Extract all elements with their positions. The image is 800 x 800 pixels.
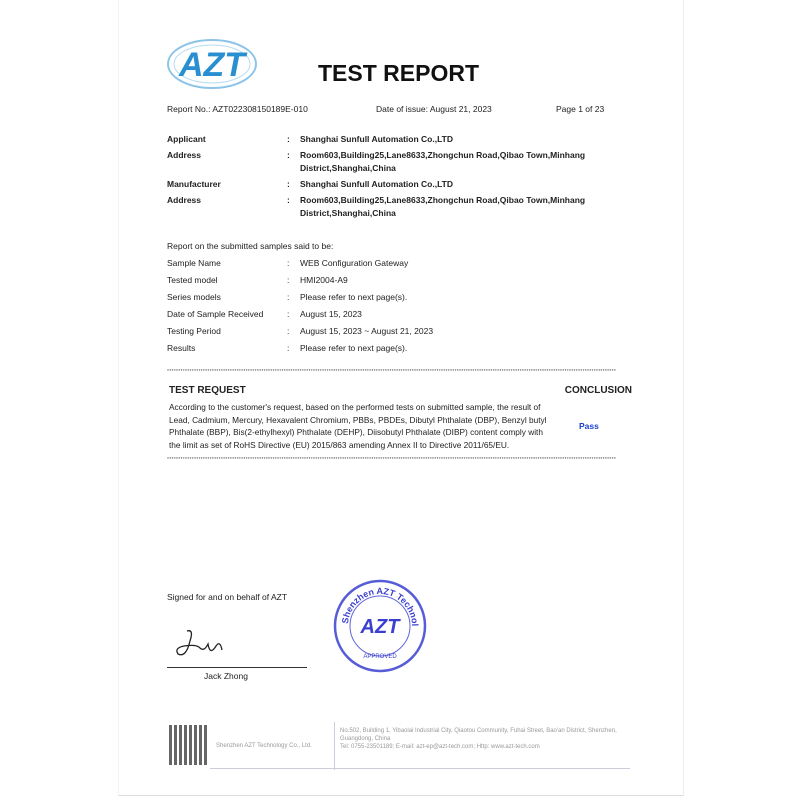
- series-models-label: Series models: [167, 292, 221, 302]
- svg-text:Shenzhen AZT Technology Co., L: Shenzhen AZT Technol: [340, 585, 421, 627]
- colon: :: [287, 179, 290, 189]
- conclusion-heading: CONCLUSION: [564, 385, 632, 396]
- manufacturer-address-label: Address: [167, 195, 202, 205]
- footer-contact-block: [340, 727, 640, 751]
- test-request-heading: TEST REQUEST: [169, 385, 246, 396]
- applicant-value: Shanghai Sunfull Automation Co.,LTD: [300, 134, 453, 144]
- colon: :: [287, 134, 290, 144]
- approved-stamp: [330, 578, 430, 678]
- issue-date: Date of issue: August 21, 2023: [376, 104, 492, 114]
- colon: :: [287, 343, 290, 353]
- footer-company: Shenzhen AZT Technology Co., Ltd.: [216, 743, 312, 749]
- sample-name-label: Sample Name: [167, 258, 221, 268]
- testing-period-label: Testing Period: [167, 326, 221, 336]
- azt-logo: [165, 36, 260, 96]
- colon: :: [287, 195, 290, 205]
- signature-line: [167, 667, 307, 668]
- tested-model-label: Tested model: [167, 275, 218, 285]
- svg-text:AZT: AZT: [178, 46, 246, 84]
- colon: :: [287, 275, 290, 285]
- applicant-address-value: Room603,Building25,Lane8633,Zhongchun Road,Qibao Town,Minhang District,Shanghai,China: [300, 150, 586, 173]
- report-title: TEST REPORT: [318, 60, 480, 86]
- report-number: Report No.: AZT022308150189E-010: [167, 104, 308, 114]
- manufacturer-label: Manufacturer: [167, 179, 221, 189]
- signer-name: Jack Zhong: [204, 671, 248, 681]
- applicant-address-label: Address: [167, 150, 202, 160]
- applicant-label: Applicant: [167, 134, 206, 144]
- report-body: [167, 133, 632, 463]
- footer-rule: [210, 768, 630, 769]
- date-received-label: Date of Sample Received: [167, 309, 264, 319]
- test-request-row: [169, 401, 632, 451]
- colon: :: [287, 258, 290, 268]
- samples-intro: Report on the submitted samples said to be:: [167, 241, 334, 251]
- samples-table: [167, 257, 632, 355]
- divider: ********************************************************************************************************************************************************************************************************: [167, 369, 617, 375]
- footer-divider: [334, 722, 335, 770]
- test-request-header: [169, 384, 632, 397]
- qr-code: [169, 725, 209, 765]
- test-request-text: According to the customer's request, based on the performed tests on submitted sample, the result of Lead, Cadmium, Mercury, Hexavalent Chromium, PBBs, PBDEs, Dibutyl Phthalate (DBP), Benzyl butyl Phthalate (BBP), Bis(2-ethylhexyl) Phthalate (DEHP), Diisobutyl Phthalate (DIBP) content comply with the limit as set of RoHS Directive (EU) 2015/863 amending Annex II to Directive 2011/65/EU.: [169, 402, 547, 450]
- results-label: Results: [167, 343, 196, 353]
- svg-text:AZT: AZT: [360, 616, 400, 638]
- footer-contact: Tel: 0755-23501189; E-mail: azt-ep@azt-tech.com; Http: www.azt-tech.com: [340, 744, 540, 750]
- conclusion-value: Pass: [579, 421, 599, 431]
- parties-table: [167, 133, 632, 220]
- colon: :: [287, 309, 290, 319]
- colon: :: [287, 150, 290, 160]
- tested-model-value: HMI2004-A9: [300, 275, 348, 285]
- results-value: Please refer to next page(s).: [300, 343, 408, 353]
- testing-period-value: August 15, 2023 ~ August 21, 2023: [300, 326, 434, 336]
- signed-for-text: Signed for and on behalf of AZT: [167, 592, 288, 602]
- footer-address: No.502, Building 1, Yibaolai Industrial City, Qiaotou Community, Fuhai Street, Bao'an District, Shenzhen, Guangdong, China: [340, 728, 617, 742]
- colon: :: [287, 326, 290, 336]
- manufacturer-value: Shanghai Sunfull Automation Co.,LTD: [300, 179, 453, 189]
- date-received-value: August 15, 2023: [300, 309, 362, 319]
- divider: ********************************************************************************************************************************************************************************************************: [167, 457, 617, 463]
- signature: [172, 626, 232, 671]
- svg-text:APPROVED: APPROVED: [363, 654, 397, 660]
- manufacturer-address-value: Room603,Building25,Lane8633,Zhongchun Road,Qibao Town,Minhang District,Shanghai,China: [300, 195, 586, 218]
- series-models-value: Please refer to next page(s).: [300, 292, 408, 302]
- page-number: Page 1 of 23: [556, 104, 605, 114]
- colon: :: [287, 292, 290, 302]
- sample-name-value: WEB Configuration Gateway: [300, 258, 409, 268]
